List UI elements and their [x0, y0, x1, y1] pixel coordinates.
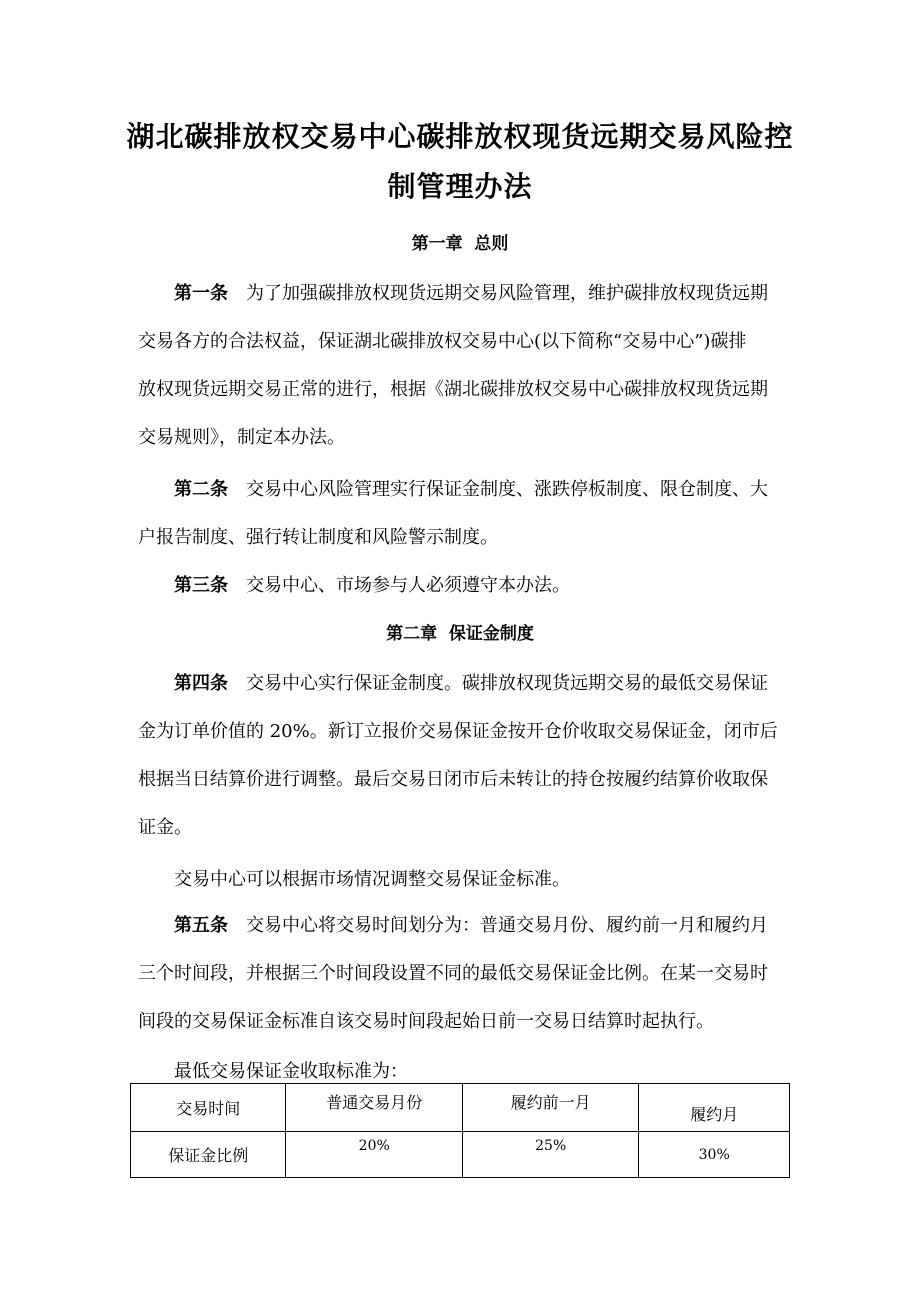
table-header-cell: 履约月 [639, 1084, 790, 1132]
table-cell: 30% [639, 1132, 790, 1178]
table-row [131, 1132, 790, 1178]
article-1 [138, 270, 798, 462]
article-5-label: 第五条 [174, 915, 228, 936]
table-cell: 保证金比例 [131, 1132, 286, 1178]
article-1-line: 放权现货远期交易正常的进行，根据《湖北碳排放权交易中心碳排放权现货远期 [138, 379, 768, 400]
article-4-line: 根据当日结算价进行调整。最后交易日闭市后未转让的持仓按履约结算价收取保 [138, 769, 768, 790]
article-2-label: 第二条 [174, 479, 228, 500]
table-caption: 最低交易保证金收取标准为： [174, 1061, 408, 1082]
document-title [120, 112, 800, 212]
article-4 [138, 660, 798, 852]
article-3-label: 第三条 [174, 575, 228, 596]
article-1-label: 第一条 [174, 283, 228, 304]
table-header-cell: 普通交易月份 [286, 1084, 462, 1132]
article-3 [138, 562, 798, 610]
article-5-line: 间段的交易保证金标准自该交易时间段起始日前一交易日结算时起执行。 [138, 1011, 714, 1032]
table-header-row [131, 1084, 790, 1132]
article-4-label: 第四条 [174, 673, 228, 694]
chapter-2-heading: 第二章 保证金制度 [386, 624, 534, 644]
article-1-line: 交易规则》，制定本办法。 [138, 427, 345, 448]
table-header-cell: 履约前一月 [462, 1084, 638, 1132]
title-line-2: 制管理办法 [387, 170, 533, 203]
article-5-line: 三个时间段，并根据三个时间段设置不同的最低交易保证金比例。在某一交易时 [138, 963, 768, 984]
article-5 [138, 902, 798, 1046]
adjust-line: 交易中心可以根据市场情况调整交易保证金标准。 [174, 869, 570, 890]
article-1-line: 为了加强碳排放权现货远期交易风险管理，维护碳排放权现货远期 [246, 283, 768, 304]
article-2-line: 交易中心风险管理实行保证金制度、涨跌停板制度、限仓制度、大 [246, 479, 768, 500]
article-4-line: 金为订单价值的 20%。新订立报价交易保证金按开仓价收取交易保证金，闭市后 [138, 721, 778, 742]
table-header-cell: 交易时间 [131, 1084, 286, 1132]
title-line-1: 湖北碳排放权交易中心碳排放权现货远期交易风险控 [126, 120, 794, 153]
table-cell: 20% [286, 1132, 462, 1178]
article-2 [138, 466, 798, 562]
article-3-line: 交易中心、市场参与人必须遵守本办法。 [246, 575, 570, 596]
article-1-line: 交易各方的合法权益，保证湖北碳排放权交易中心(以下简称“交易中心”)碳排 [138, 331, 747, 352]
chapter-1-heading: 第一章 总则 [411, 234, 509, 254]
adjust-paragraph [138, 856, 798, 904]
table-cell: 25% [462, 1132, 638, 1178]
article-4-line: 证金。 [138, 817, 192, 838]
margin-ratio-table [130, 1083, 790, 1178]
article-5-line: 交易中心将交易时间划分为：普通交易月份、履约前一月和履约月 [246, 915, 768, 936]
article-4-line: 交易中心实行保证金制度。碳排放权现货远期交易的最低交易保证 [246, 673, 768, 694]
article-2-line: 户报告制度、强行转让制度和风险警示制度。 [138, 527, 498, 548]
